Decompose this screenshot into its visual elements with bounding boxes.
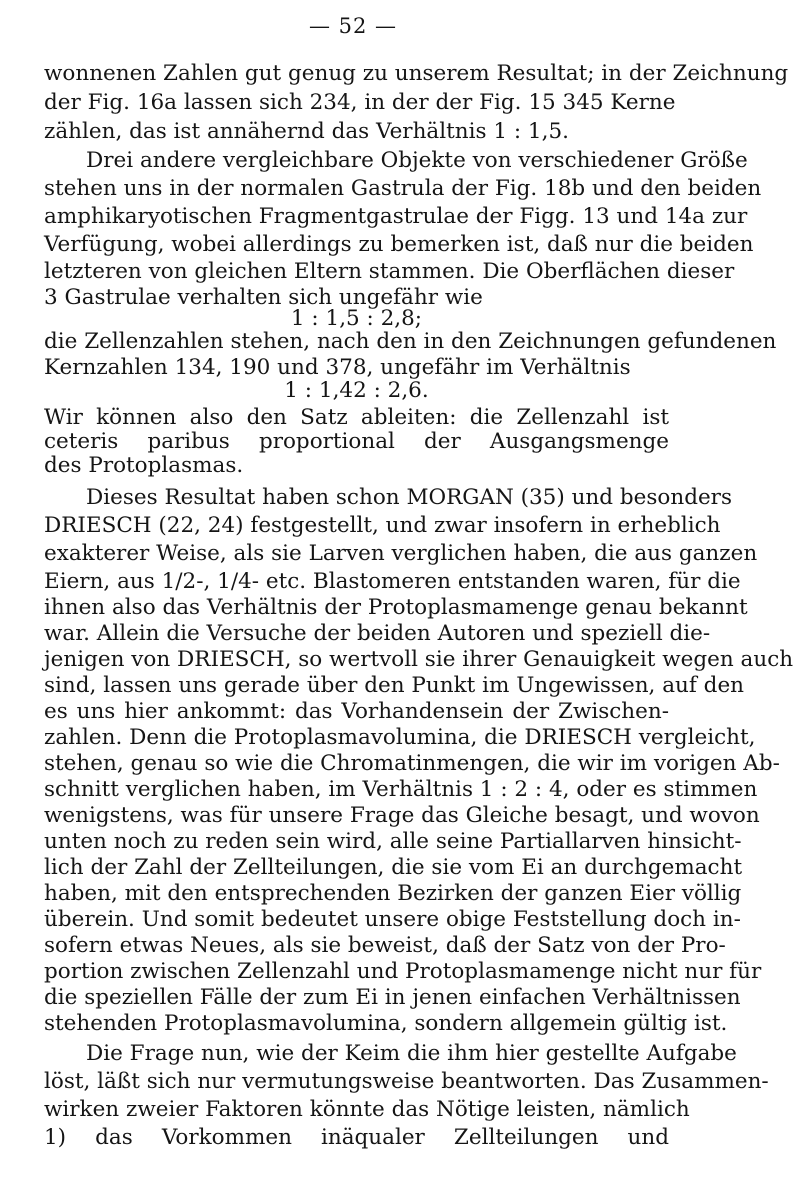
ratio-line: 1 : 1,5 : 2,8;: [290, 306, 423, 331]
text-line: Kernzahlen 134, 190 und 378, ungefähr im Verhältnis: [44, 355, 631, 380]
text-line: löst, läßt sich nur vermutungsweise beantworten. Das Zusammen-: [44, 1069, 769, 1094]
text-line: amphikaryotischen Fragmentgastrulae der Figg. 13 und 14a zur: [44, 204, 748, 229]
text-line: stehenden Protoplasmavolumina, sondern allgemein gültig ist.: [44, 1011, 728, 1036]
text-line: sind, lassen uns gerade über den Punkt im Ungewissen, auf den: [44, 673, 745, 698]
text-line: die speziellen Fälle der zum Ei in jenen einfachen Verhältnissen: [44, 985, 741, 1010]
text-line: überein. Und somit bedeutet unsere obige Feststellung doch in-: [44, 907, 741, 932]
text-line: DRIESCH (22, 24) festgestellt, und zwar insofern in erheblich: [44, 513, 721, 538]
text-line: zählen, das ist annähernd das Verhältnis 1 : 1,5.: [44, 119, 569, 144]
text-line: die Zellenzahlen stehen, nach den in den Zeichnungen gefundenen: [44, 329, 777, 354]
page-number: — 52 —: [308, 14, 398, 38]
text-line: lich der Zahl der Zellteilungen, die sie vom Ei an durchgemacht: [44, 855, 743, 880]
text-line: ceteris paribus proportional der Ausgangsmenge: [44, 429, 669, 454]
text-line: Eiern, aus 1/2-, 1/4- etc. Blastomeren entstanden waren, für die: [44, 569, 741, 594]
text-line: wonnenen Zahlen gut genug zu unserem Resultat; in der Zeichnung: [44, 61, 789, 86]
text-line: Wir können also den Satz ableiten: die Zellenzahl ist: [44, 405, 669, 430]
text-line: 3 Gastrulae verhalten sich ungefähr wie: [44, 285, 483, 310]
text-line: haben, mit den entsprechenden Bezirken der ganzen Eier völlig: [44, 881, 742, 906]
text-line: wenigstens, was für unsere Frage das Gleiche besagt, und wovon: [44, 803, 760, 828]
text-line: 1) das Vorkommen inäqualer Zellteilungen und: [44, 1125, 669, 1150]
text-line: exakterer Weise, als sie Larven verglichen haben, die aus ganzen: [44, 541, 758, 566]
text-line: Drei andere vergleichbare Objekte von verschiedener Größe: [86, 148, 748, 173]
text-line: stehen uns in der normalen Gastrula der Fig. 18b und den beiden: [44, 176, 762, 201]
text-line: Verfügung, wobei allerdings zu bemerken ist, daß nur die beiden: [44, 232, 754, 257]
text-line: Dieses Resultat haben schon MORGAN (35) und besonders: [86, 485, 732, 510]
text-line: portion zwischen Zellenzahl und Protoplasmamenge nicht nur für: [44, 959, 762, 984]
text-line: letzteren von gleichen Eltern stammen. Die Oberflächen dieser: [44, 259, 735, 284]
text-line: zahlen. Denn die Protoplasmavolumina, die DRIESCH vergleicht,: [44, 725, 756, 750]
text-line: unten noch zu reden sein wird, alle seine Partiallarven hinsicht-: [44, 829, 742, 854]
text-line: Die Frage nun, wie der Keim die ihm hier gestellte Aufgabe: [86, 1041, 737, 1066]
text-line: sofern etwas Neues, als sie beweist, daß der Satz von der Pro-: [44, 933, 726, 958]
text-line: des Protoplasmas.: [44, 453, 244, 478]
text-line: jenigen von DRIESCH, so wertvoll sie ihrer Genauigkeit wegen auch: [44, 647, 793, 672]
text-line: war. Allein die Versuche der beiden Autoren und speziell die-: [44, 621, 711, 646]
text-line: es uns hier ankommt: das Vorhandensein der Zwischen-: [44, 699, 669, 724]
text-line: wirken zweier Faktoren könnte das Nötige leisten, nämlich: [44, 1097, 690, 1122]
text-line: ihnen also das Verhältnis der Protoplasmamenge genau bekannt: [44, 595, 748, 620]
ratio-line: 1 : 1,42 : 2,6.: [284, 378, 429, 403]
text-line: schnitt verglichen haben, im Verhältnis 1 : 2 : 4, oder es stimmen: [44, 777, 758, 802]
text-line: stehen, genau so wie die Chromatinmengen, die wir im vorigen Ab-: [44, 751, 780, 776]
text-line: der Fig. 16a lassen sich 234, in der der Fig. 15 345 Kerne: [44, 90, 676, 115]
